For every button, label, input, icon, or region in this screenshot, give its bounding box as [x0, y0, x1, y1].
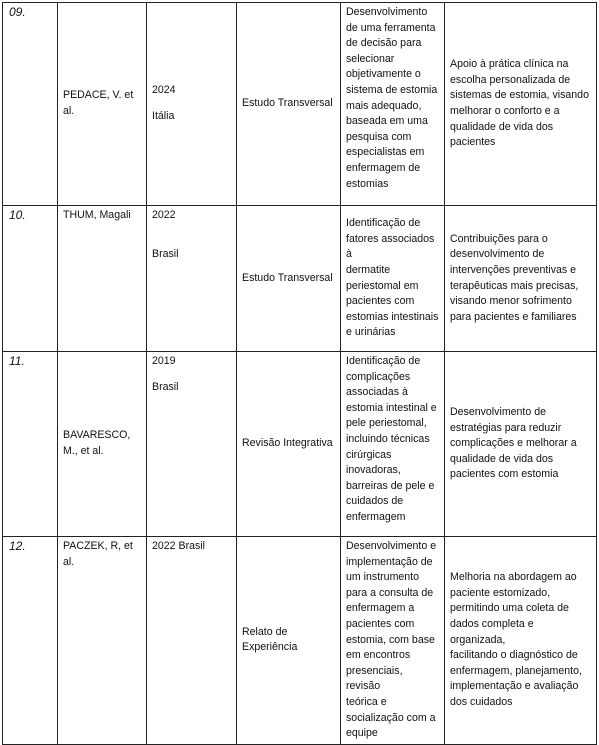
- result-cell: Desenvolvimento de estratégias para reduzir complicações e melhorar a qualidade de vida dos pacientes com estomia: [445, 352, 597, 537]
- year-country: 2022 Brasil: [152, 540, 205, 552]
- year-country-cell: [147, 3, 237, 206]
- year-country-cell: [147, 352, 237, 537]
- country: Brasil: [152, 247, 179, 260]
- study-type-cell: Estudo Transversal: [237, 206, 341, 352]
- result-cell: Contribuições para o desenvolvimento de intervenções preventivas e terapêuticas mais precisas, visando menor sofrimento para pacientes e familiares: [445, 206, 597, 352]
- objective-cell: Desenvolvimento de uma ferramenta de decisão para selecionar objetivamente o sistema de estomia mais adequado, baseada em uma pesquisa com especialistas em enfermagem de estomias: [341, 3, 445, 206]
- study-type-cell: Relato de Experiência: [237, 537, 341, 745]
- author-cell: THUM, Magali: [58, 206, 147, 352]
- row-number: 09.: [3, 3, 58, 206]
- country: Brasil: [152, 380, 179, 393]
- row-number: 10.: [3, 206, 58, 352]
- table-row: [3, 352, 597, 537]
- row-number: 12.: [3, 537, 58, 745]
- studies-table: [2, 2, 597, 745]
- table-row: [3, 3, 597, 206]
- author-cell: BAVARESCO, M., et al.: [58, 352, 147, 537]
- author-cell: PEDACE, V. et al.: [58, 3, 147, 206]
- objective-cell: Identificação de complicações associadas à estomia intestinal e pele periestomal, incluindo técnicas cirúrgicas inovadoras, barreiras de pele e cuidados de enfermagem: [341, 352, 445, 537]
- study-type-cell: Estudo Transversal: [237, 3, 341, 206]
- table-row: [3, 206, 597, 352]
- year: 2024: [152, 84, 176, 97]
- year-country-cell: [147, 537, 237, 745]
- row-number: 11.: [3, 352, 58, 537]
- year: 2019: [152, 355, 176, 367]
- objective-cell: Desenvolvimento e implementação de um instrumento para a consulta de enfermagem a pacientes com estomia, com base em encontros presenciais, revisão teórica e socialização com a equipe: [341, 537, 445, 745]
- result-cell: Melhoria na abordagem ao paciente estomizado, permitindo uma coleta de dados completa e organizada, facilitando o diagnóstico de enfermagem, planejamento, implementação e avaliação dos cuidados: [445, 537, 597, 745]
- year-country-cell: [147, 206, 237, 352]
- study-type-cell: Revisão Integrativa: [237, 352, 341, 537]
- table-row: [3, 537, 597, 745]
- result-cell: Apoio à prática clínica na escolha personalizada de sistemas de estomia, visando melhorar o conforto e a qualidade de vida dos pacientes: [445, 3, 597, 206]
- objective-cell: Identificação de fatores associados à dermatite periestomal em pacientes com estomias intestinais e urinárias: [341, 206, 445, 352]
- author-cell: PACZEK, R, et al.: [58, 537, 147, 745]
- country: Itália: [152, 110, 175, 122]
- year: 2022: [152, 209, 176, 221]
